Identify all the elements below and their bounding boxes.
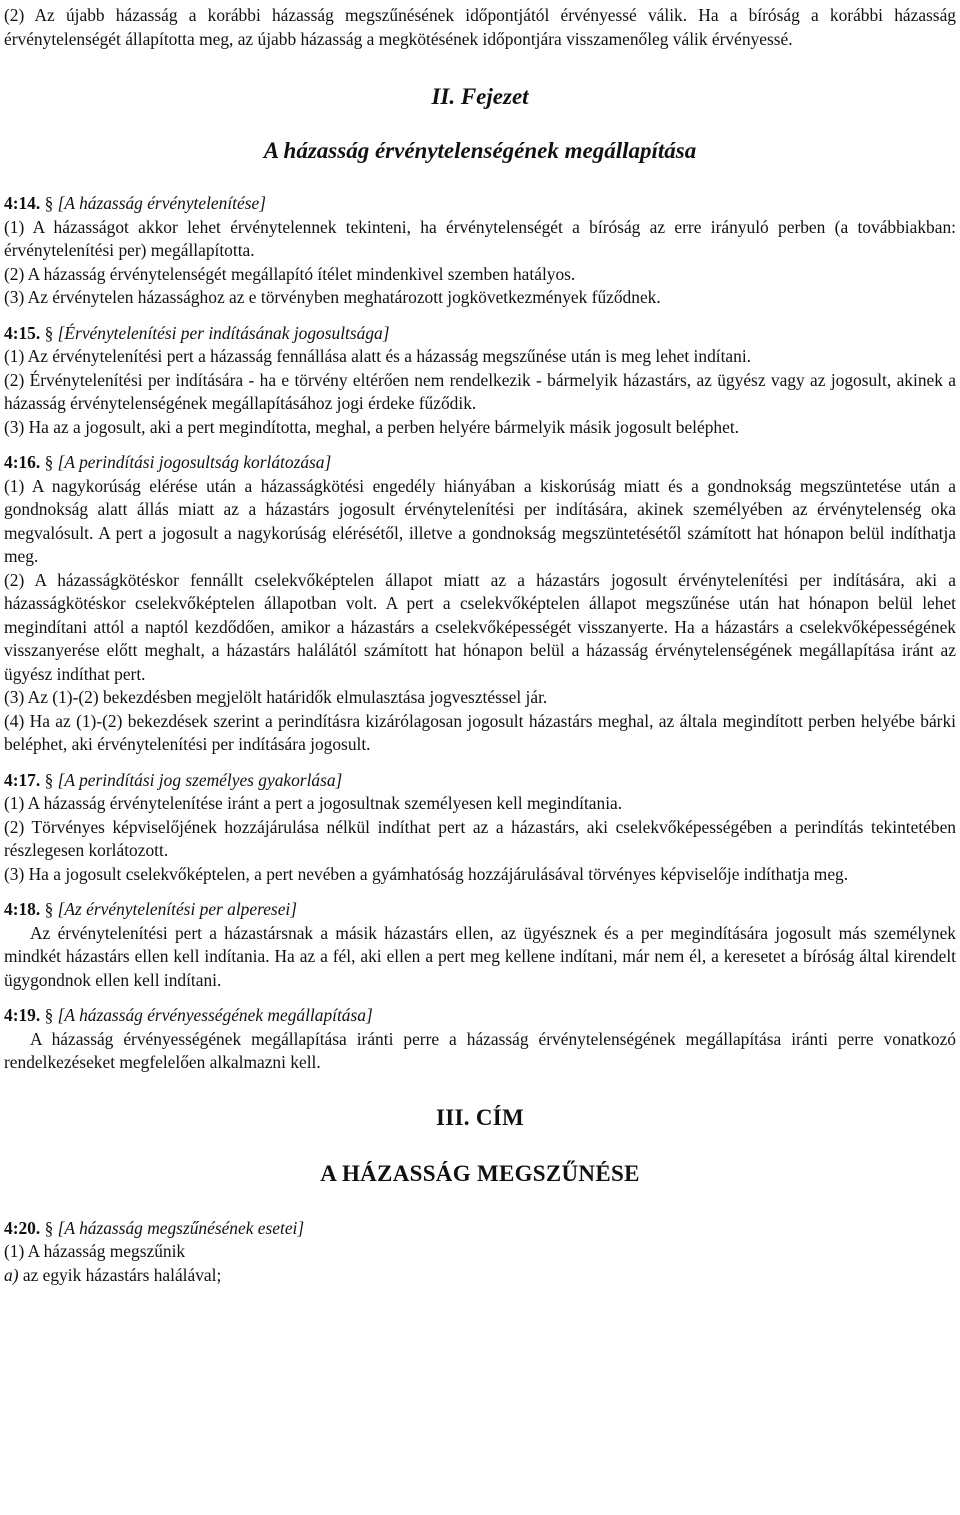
section-symbol: §: [44, 193, 54, 213]
article-title: [A perindítási jog személyes gyakorlása]: [57, 769, 343, 790]
paragraph: A házasság érvényességének megállapítása iránti perre a házasság érvénytelenségének megállapítása iránti perre vonatkozó rendelkezéseket megfelelően alkalmazni kell.: [4, 1028, 956, 1072]
article-4-17: [4, 769, 956, 887]
section-symbol: §: [44, 1005, 54, 1025]
part-number: III. CÍM: [435, 1104, 525, 1130]
point-text: az egyik házastárs halálával;: [18, 1264, 222, 1285]
point-item: [4, 1264, 956, 1288]
article-4-18: [4, 898, 956, 992]
article-4-19: [4, 1004, 956, 1075]
article-number: 4:16.: [4, 452, 41, 472]
paragraph: Az érvénytelenítési pert a házastársnak a másik házastárs ellen, az ügyésznek és a per megindítására jogosult más személynek mindkét házastárs ellen kell indítania. Ha az a fél, aki ellen a pert meg kellene indítani, már nem él, a keresetet a bíróság által kirendelt ügygondnok ellen kell indítani.: [4, 922, 956, 990]
point-letter: a): [4, 1264, 19, 1285]
document-page: [4, 0, 956, 1287]
section-symbol: §: [44, 1217, 54, 1238]
paragraph: (4) Ha az (1)-(2) bekezdések szerint a perindításra kizárólagosan jogosult házastárs meghal, az általa megindított perben helyébe bárki beléphet, aki érvénytelenítési per indítására jogosult.: [4, 710, 956, 754]
article-heading: [4, 322, 956, 346]
paragraph: (2) A házasságkötéskor fennállt cselekvőképtelen állapot miatt az a házastárs jogosult érvénytelenítési per indítására, aki a házasságkötéskor cselekvőképtelen állapotban volt. A pert a cselekvőképtelen állapot megszűnése után hat hónapon belül lehet megindítani attól a naptól kezdődően, amikor a házastárs a cselekvőképességét visszanyerte. Ha a házastárs a cselekvőképességének visszanyerése előtt meghalt, a házastárs halálától számított hat hónapon belül a házasság érvénytelenségének megállapítása iránt az ügyész indíthat pert.: [4, 569, 956, 684]
article-number: 4:18.: [4, 899, 41, 919]
article-4-20: [4, 1217, 956, 1288]
article-title: [Érvénytelenítési per indításának jogosultsága]: [57, 322, 390, 343]
paragraph: (2) Törvényes képviselőjének hozzájárulása nélkül indíthat pert az a házastárs, aki cselekvőképességében a perindítás tekintetében részlegesen korlátozott.: [4, 816, 956, 860]
article-heading: [4, 451, 956, 475]
section-symbol: §: [44, 769, 54, 790]
intro-paragraph: (2) Az újabb házasság a korábbi házasság megszűnésének időpontjától érvényessé válik. Ha a bíróság a korábbi házasság érvénytelenségét állapította meg, az újabb házasság a megkötésének időpontjára visszamenőleg válik érvényessé.: [4, 5, 956, 49]
article-number: 4:19.: [4, 1005, 41, 1025]
article-heading: [4, 1217, 956, 1241]
article-number: 4:15.: [4, 322, 41, 343]
article-4-16: [4, 451, 956, 757]
paragraph: (1) A házasságot akkor lehet érvénytelennek tekinteni, ha érvénytelenségét a bíróság az erre irányuló perben (a továbbiakban: érvénytelenítési per) megállapította.: [4, 216, 956, 260]
section-symbol: §: [44, 452, 54, 472]
article-heading: [4, 192, 956, 216]
article-number: 4:14.: [4, 193, 41, 213]
chapter-number: II. Fejezet: [431, 84, 529, 109]
article-number: 4:17.: [4, 769, 41, 790]
paragraph: (2) Érvénytelenítési per indítására - ha e törvény eltérően nem rendelkezik - bármelyik házastárs, az ügyész vagy az jogosult, akinek a házasság érvénytelenségének megállapításához jogi érdeke fűződik.: [4, 369, 956, 413]
article-number: 4:20.: [4, 1217, 41, 1238]
article-heading: [4, 898, 956, 922]
section-symbol: §: [44, 899, 54, 919]
article-title: [A házasság érvényességének megállapítása]: [57, 1005, 373, 1025]
paragraph: (3) Az érvénytelen házassághoz az e törvényben meghatározott jogkövetkezmények fűződnek.: [4, 287, 661, 307]
paragraph: (1) A házasság megszűnik: [4, 1241, 186, 1261]
article-4-14: [4, 192, 956, 310]
article-heading: [4, 769, 956, 793]
article-heading: [4, 1004, 956, 1028]
article-title: [A perindítási jogosultság korlátozása]: [57, 452, 332, 472]
paragraph: (2) A házasság érvénytelenségét megállapító ítélet mindenkivel szemben hatályos.: [4, 263, 576, 284]
paragraph: (3) Ha az a jogosult, aki a pert megindította, meghal, a perben helyére bármelyik másik jogosult beléphet.: [4, 416, 740, 437]
article-title: [A házasság megszűnésének esetei]: [57, 1217, 305, 1238]
chapter-title: A házasság érvénytelenségének megállapítása: [263, 138, 697, 163]
paragraph: (3) Az (1)-(2) bekezdésben megjelölt határidők elmulasztása jogvesztéssel jár.: [4, 687, 548, 707]
article-title: [Az érvénytelenítési per alperesei]: [57, 899, 298, 919]
part-title: A HÁZASSÁG MEGSZŰNÉSE: [320, 1160, 640, 1186]
paragraph: (1) A házasság érvénytelenítése iránt a pert a jogosultnak személyesen kell megindítania.: [4, 793, 623, 813]
section-symbol: §: [44, 322, 54, 343]
article-title: [A házasság érvénytelenítése]: [57, 193, 266, 213]
article-4-15: [4, 322, 956, 440]
paragraph: (1) A nagykorúság elérése után a házasságkötési engedély hiányában a kiskorúság miatt és a gondnokság megszüntetése után a gondnokság alatt állás miatt az a házastárs jogosult érvénytelenítési per indítására, akinek személyében az érvénytelenség oka megvalósult. A pert a jogosult a nagykorúság elérésétől, illetve a gondnokság megszüntetésétől számított hat hónapon belül indíthatja meg.: [4, 475, 956, 566]
paragraph: (3) Ha a jogosult cselekvőképtelen, a pert nevében a gyámhatóság hozzájárulásával törvényes képviselője indíthatja meg.: [4, 863, 849, 884]
paragraph: (1) Az érvénytelenítési pert a házasság fennállása alatt és a házasság megszűnése után is meg lehet indítani.: [4, 346, 752, 366]
